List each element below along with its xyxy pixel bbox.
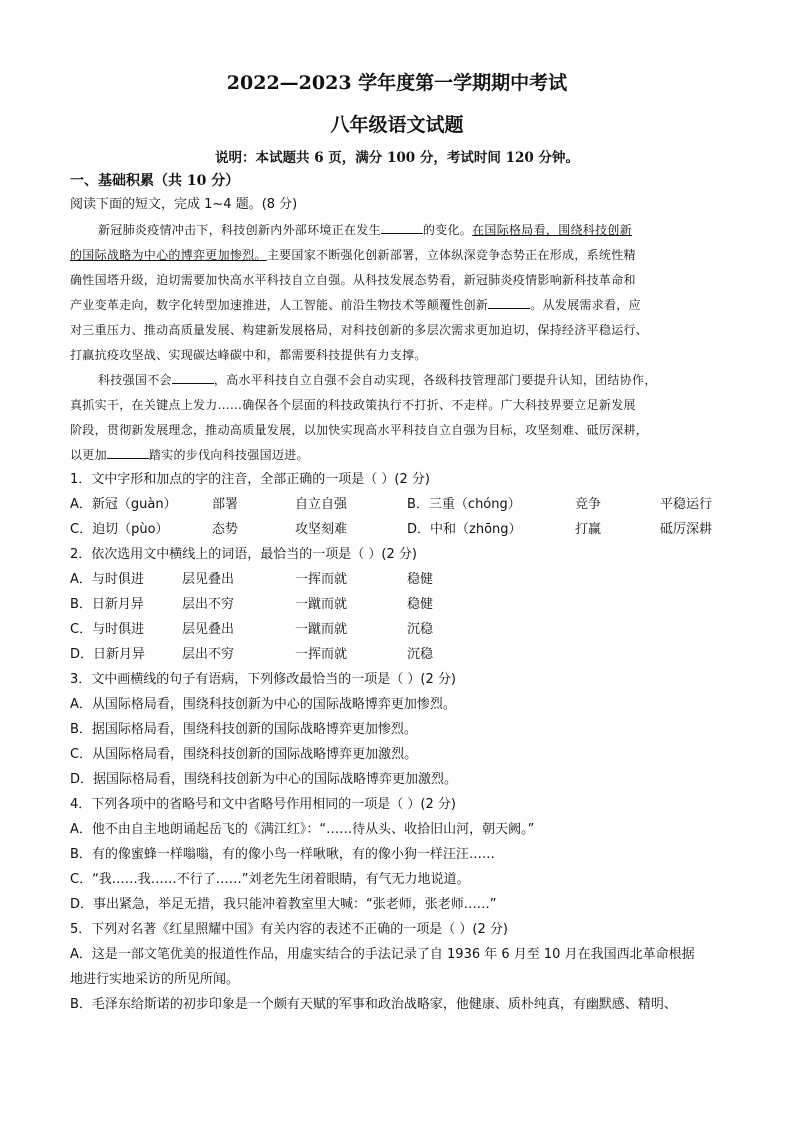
- question-1-options-cd: C．迫切（pùo） 态势 攻坚刻难 D．中和（zhōng） 打赢 砥厉深耕: [70, 522, 713, 537]
- underlined-sentence-end: 的国际战略为中心的博弈更加惨烈。: [70, 248, 267, 262]
- passage-line-4: 产业变革走向，数字化转型加速推进，人工智能、前沿生物技术等颠覆性创新 。从发展需求看，应: [70, 298, 641, 312]
- passage-line-6: 打赢抗疫攻坚战、实现碳达峰碳中和，都需要科技提供有力支撑。: [70, 348, 427, 362]
- q4-option-a: A．他不由自主地朗诵起岳飞的《满江红》：“……待从头、收拾旧山河，朝天阙。”: [70, 822, 535, 837]
- passage-line-2: 的国际战略为中心的博弈更加惨烈。主要国家不断强化创新部署，立体纵深竞争态势正在形成，系统性精: [70, 248, 636, 262]
- question-5-stem: 5．下列对名著《红星照耀中国》有关内容的表述不正确的一项是（ ）(2 分): [70, 922, 508, 937]
- q1-option-b: B．三重（chóng）: [407, 497, 521, 512]
- question-1-options-ab: A．新冠（guàn） 部署 自立自强 B．三重（chóng） 竞争 平稳运行: [70, 497, 713, 512]
- exam-note: 说明：本试题共 6 页，满分 100 分，考试时间 120 分钟。: [215, 150, 579, 166]
- underlined-sentence: 在国际格局看，围绕科技创新: [472, 223, 633, 237]
- question-3-stem: 3．文中画横线的句子有语病，下列修改最恰当的一项是（ ）(2 分): [70, 672, 456, 687]
- fill-blank-1: [381, 221, 423, 234]
- q3-option-c: C．从国际格局看，围绕科技创新的国际战略博弈更加激烈。: [70, 747, 418, 762]
- q3-option-d: D．据国际格局看，围绕科技创新为中心的国际战略博弈更加激烈。: [70, 772, 458, 787]
- q1-option-a: A．新冠（guàn）: [70, 497, 177, 512]
- section-intro: 阅读下面的短文，完成 1~4 题。(8 分): [70, 197, 298, 212]
- q4-option-c: C．“我……我……不行了……”刘老先生闭着眼睛，有气无力地说道。: [70, 872, 470, 887]
- q1-option-c: C．迫切（pùo）: [70, 522, 169, 537]
- fill-blank-3: [172, 371, 214, 384]
- passage-line-8: 真抓实干，在关键点上发力……确保各个层面的科技政策执行不打折、不走样。广大科技界要立足新发展: [70, 398, 636, 412]
- q5-option-b-line1: B．毛泽东给斯诺的初步印象是一个颇有天赋的军事和政治战略家，他健康、质朴纯真，有幽默感、精明、: [70, 997, 677, 1012]
- passage-line-9: 阶段，贯彻新发展理念，推动高质量发展，以加快实现高水平科技自立自强为目标，攻坚刻难、砥厉深耕，: [70, 423, 649, 437]
- section-heading: 一、基础积累（共 10 分）: [70, 173, 240, 189]
- exam-subtitle: 八年级语文试题: [330, 114, 464, 136]
- q2-option-d: D．日新月异 层出不穷 一挥而就 沉稳: [70, 647, 434, 662]
- q4-option-b: B．有的像蜜蜂一样嗡嗡，有的像小鸟一样啾啾，有的像小狗一样汪汪……: [70, 847, 495, 862]
- q4-option-d: D．事出紧急，举足无措，我只能冲着教室里大喊：“张老师，张老师……”: [70, 897, 497, 912]
- q1-option-d: D．中和（zhōng）: [407, 522, 522, 537]
- q2-option-b: B．日新月异 层出不穷 一蹴而就 稳健: [70, 597, 434, 612]
- q2-option-a: A．与时俱进 层见叠出 一挥而就 稳健: [70, 572, 434, 587]
- passage-line-10: 以更加 踏实的步伐向科技强国迈进。: [70, 448, 309, 462]
- passage-line-1: 新冠肺炎疫情冲击下，科技创新内外部环境正在发生 的变化。在国际格局看，围绕科技创新: [98, 223, 633, 237]
- question-2-stem: 2．依次选用文中横线上的词语，最恰当的一项是（ ）(2 分): [70, 547, 417, 562]
- passage-line-5: 对三重压力、推动高质量发展、构建新发展格局，对科技创新的多层次需求更加迫切，保持经济平稳运行、: [70, 323, 649, 337]
- passage-line-3: 确性国塔升级，迫切需要加快高水平科技自立自强。从科技发展态势看，新冠肺炎疫情影响新科技革命和: [70, 273, 636, 287]
- exam-title: 2022—2023 学年度第一学期期中考试: [226, 72, 568, 94]
- q5-option-a-line1: A．这是一部文笔优美的报道性作品，用虚实结合的手法记录了自 1936 年 6 月至 10 月在我国西北革命根据: [70, 947, 695, 962]
- passage-line-7: 科技强国不会 ，高水平科技自立自强不会自动实现，各级科技管理部门要提升认知，团结协作，: [98, 373, 657, 387]
- question-4-stem: 4．下列各项中的省略号和文中省略号作用相同的一项是（ ）(2 分): [70, 797, 456, 812]
- q5-option-a-line2: 地进行实地采访的所见所闻。: [70, 972, 240, 987]
- fill-blank-4: [107, 446, 149, 459]
- fill-blank-2: [488, 296, 530, 309]
- q3-option-b: B．据国际格局看，围绕科技创新的国际战略博弈更加惨烈。: [70, 722, 417, 737]
- q3-option-a: A．从国际格局看，围绕科技创新为中心的国际战略博弈更加惨烈。: [70, 697, 456, 712]
- q2-option-c: C．与时俱进 层见叠出 一蹴而就 沉稳: [70, 622, 434, 637]
- question-1-stem: 1．文中字形和加点的字的注音，全部正确的一项是（ ）(2 分): [70, 472, 430, 487]
